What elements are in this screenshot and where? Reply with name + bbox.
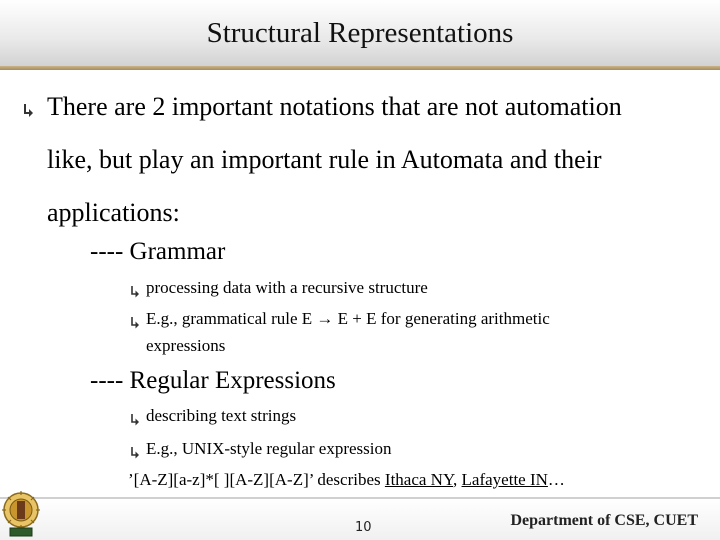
- curved-arrow-icon: [22, 103, 34, 119]
- intro-line-1: There are 2 important notations that are not automation: [47, 92, 622, 121]
- curved-arrow-icon: [130, 285, 140, 299]
- grammar-bullet-2-cont: expressions: [146, 336, 226, 355]
- intro-line-2: like, but play an important rule in Automata and their: [47, 145, 602, 174]
- regex-example-suffix: …: [547, 470, 565, 489]
- section-heading-grammar: ---- Grammar: [90, 238, 226, 265]
- university-crest-icon: [2, 490, 40, 538]
- regex-example-line: [128, 470, 565, 490]
- department-label: Department of CSE, CUET: [510, 512, 698, 529]
- curved-arrow-icon: [130, 413, 140, 427]
- grammar-bullet-2: E.g., grammatical rule E → E + E for generating arithmetic: [146, 309, 550, 328]
- curved-arrow-icon: [130, 316, 140, 330]
- regex-example-prefix: ’[A-Z][a-z]*[ ][A-Z][A-Z]’ describes: [128, 470, 385, 489]
- intro-line-3: applications:: [47, 198, 180, 227]
- page-number: 10: [355, 520, 372, 535]
- title-bar: [0, 0, 720, 66]
- regex-example-sep: ,: [453, 470, 462, 489]
- regex-example-ithaca: Ithaca NY: [384, 470, 454, 489]
- grammar-bullet-1: processing data with a recursive structure: [146, 278, 428, 297]
- regex-example-lafayette: Lafayette IN: [461, 470, 548, 489]
- curved-arrow-icon: [130, 446, 140, 460]
- slide-title: Structural Representations: [206, 17, 514, 49]
- regex-bullet-1: describing text strings: [146, 406, 297, 425]
- title-divider: [0, 66, 720, 70]
- section-heading-regex: ---- Regular Expressions: [90, 367, 336, 394]
- regex-bullet-2: E.g., UNIX-style regular expression: [146, 439, 392, 458]
